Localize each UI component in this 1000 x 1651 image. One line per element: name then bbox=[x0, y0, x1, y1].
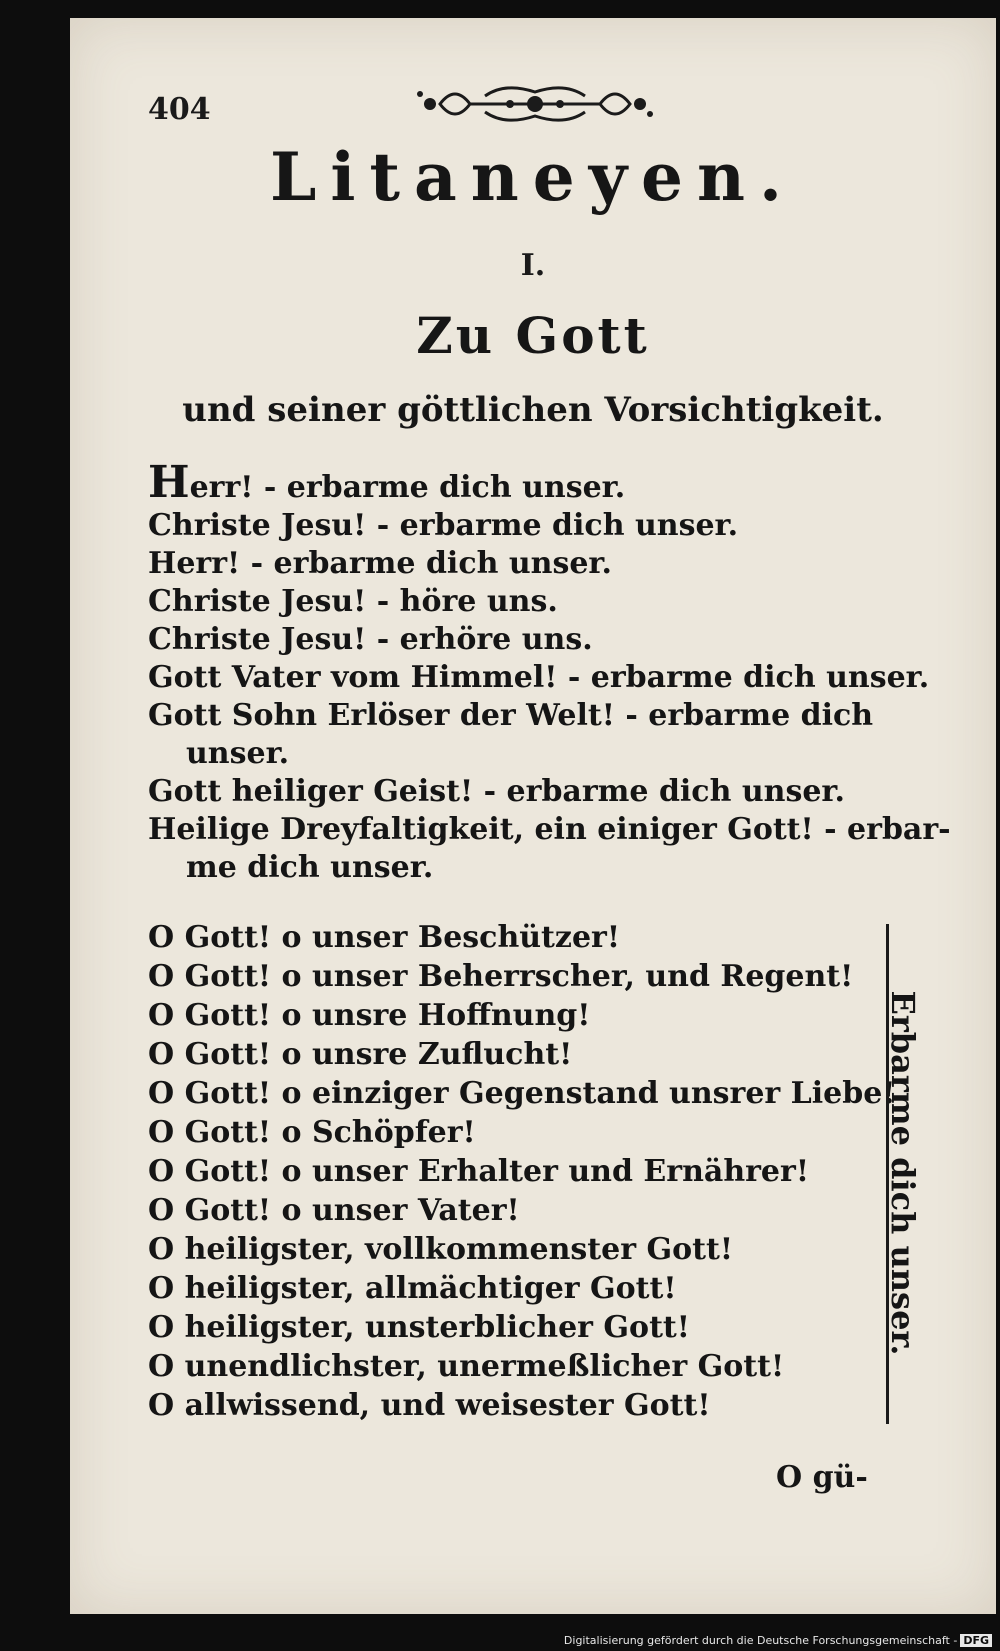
litany-line: Herr! - erbarme dich unser. bbox=[148, 546, 612, 581]
page-number: 404 bbox=[148, 92, 211, 127]
litany-line bbox=[148, 457, 948, 508]
response-text: Erbarme dich unser. bbox=[884, 990, 922, 1356]
litany-line-continuation: me dich unser. bbox=[186, 850, 434, 885]
invocation-line: O heiligster, allmächtiger Gott! bbox=[148, 1271, 677, 1306]
dfg-badge: DFG bbox=[960, 1634, 992, 1647]
invocation-list bbox=[148, 918, 896, 1425]
litany-line: Christe Jesu! - erhöre uns. bbox=[148, 622, 593, 657]
section-subheading: und seiner göttlichen Vorsichtigkeit. bbox=[182, 390, 884, 430]
litany-line: Gott Vater vom Himmel! - erbarme dich unser. bbox=[148, 660, 930, 695]
invocation-line: O heiligster, unsterblicher Gott! bbox=[148, 1310, 690, 1345]
invocation-line: O allwissend, und weisester Gott! bbox=[148, 1388, 711, 1423]
page-title: Litaneyen. bbox=[269, 138, 796, 216]
invocation-line: O heiligster, vollkommenster Gott! bbox=[148, 1232, 733, 1267]
section-number: I. bbox=[520, 248, 546, 283]
invocation-line: O Gott! o unser Erhalter und Ernährer! bbox=[148, 1154, 809, 1189]
invocation-line: O Gott! o unser Beschützer! bbox=[148, 920, 621, 955]
litany-line: Heilige Dreyfaltigkeit, ein einiger Gott! - erbar- bbox=[148, 812, 951, 847]
litany-line: Gott heiliger Geist! - erbarme dich unser. bbox=[148, 774, 845, 809]
section-heading: Zu Gott bbox=[416, 306, 650, 365]
litany-line: Gott Sohn Erlöser der Welt! - erbarme dich bbox=[148, 698, 874, 733]
drop-cap: H bbox=[148, 457, 190, 508]
book-page bbox=[70, 18, 996, 1614]
invocation-line: O Gott! o Schöpfer! bbox=[148, 1115, 476, 1150]
digitization-footer bbox=[564, 1634, 992, 1647]
invocation-line: O unendlichster, unermeßlicher Gott! bbox=[148, 1349, 785, 1384]
litany-line: Christe Jesu! - höre uns. bbox=[148, 584, 558, 619]
litany-line: Christe Jesu! - erbarme dich unser. bbox=[148, 508, 739, 543]
invocation-line: O Gott! o einziger Gegenstand unsrer Liebe! bbox=[148, 1076, 896, 1111]
litany-line-continuation: unser. bbox=[186, 736, 290, 771]
litany-block bbox=[148, 457, 951, 887]
ornament-vignette bbox=[410, 76, 660, 132]
footer-text: Digitalisierung gefördert durch die Deutsche Forschungsgemeinschaft - bbox=[563, 1634, 958, 1647]
litany-line-rest: err! - erbarme dich unser. bbox=[189, 470, 626, 505]
invocation-line: O Gott! o unsre Zuflucht! bbox=[148, 1037, 573, 1072]
invocation-line: O Gott! o unser Beherrscher, und Regent! bbox=[148, 959, 854, 994]
catchword: O gü- bbox=[776, 1460, 868, 1495]
response-vertical bbox=[878, 990, 928, 1356]
invocation-line: O Gott! o unsre Hoffnung! bbox=[148, 998, 591, 1033]
invocation-line: O Gott! o unser Vater! bbox=[148, 1193, 520, 1228]
